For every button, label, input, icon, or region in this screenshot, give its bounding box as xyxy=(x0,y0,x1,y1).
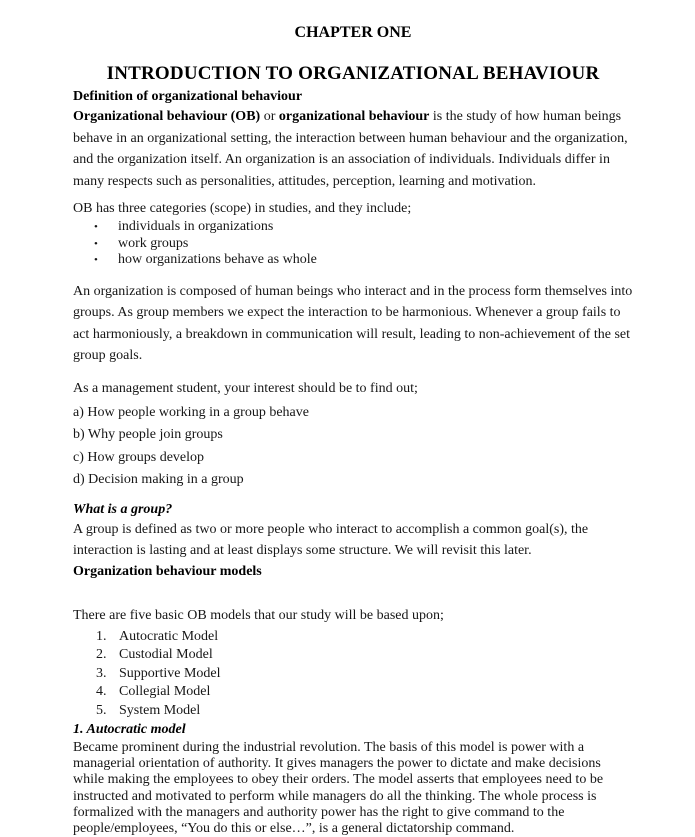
autocratic-model-heading: 1. Autocratic model xyxy=(73,722,186,737)
models-intro: There are five basic OB models that our study will be based upon; xyxy=(73,607,444,623)
models-numbered-list xyxy=(73,628,633,721)
bold-text-segment: Organizational behaviour (OB) xyxy=(73,109,261,124)
list-item xyxy=(73,447,633,470)
list-item-text: b) Why people join groups xyxy=(73,427,223,442)
bold-text-segment: organizational behaviour xyxy=(278,109,430,124)
list-item-text: c) How groups develop xyxy=(73,449,205,465)
list-item-text: System Model xyxy=(119,702,201,718)
page-title: INTRODUCTION TO ORGANIZATIONAL BEHAVIOUR xyxy=(106,63,600,84)
list-item-text: Supportive Model xyxy=(119,665,221,681)
number-marker: 3. xyxy=(96,665,107,681)
bullet-marker-icon: • xyxy=(94,221,98,233)
list-item xyxy=(73,665,633,684)
list-item-text: Autocratic Model xyxy=(119,628,219,644)
list-item-text: individuals in organizations xyxy=(118,219,274,234)
number-marker: 4. xyxy=(96,684,107,699)
text-segment: or xyxy=(260,109,279,124)
definition-paragraph xyxy=(73,106,633,192)
list-item xyxy=(73,683,633,702)
list-item-text: Collegial Model xyxy=(119,684,211,699)
list-item-text: work groups xyxy=(118,235,189,251)
list-item xyxy=(73,236,633,253)
list-item xyxy=(73,402,633,425)
autocratic-model-paragraph: Became prominent during the industrial revolution. The basis of this model is power with a managerial orientation of authority. It gives managers the power to dictate and make decisions while making the employees to obey their orders. The model asserts that employees need to be instructed and motivated to perform while managers do all the thinking. The whole process is formalized with the managers and authority power has the right to give command to the people/employees, “You do this or else…”, is a general dictatorship command. xyxy=(73,740,604,837)
list-item-text: how organizations behave as whole xyxy=(118,252,317,267)
group-definition-heading: What is a group? xyxy=(73,501,173,517)
list-item xyxy=(73,219,633,236)
number-marker: 5. xyxy=(96,702,107,718)
text-segment: is the study of how human beings behave in an organizational setting, the interaction between human behaviour and the organization, and the organization itself. An organization is an association of individuals. Individuals differ in many respects such as personalities, attitudes, perception, learning and motivation. xyxy=(73,109,628,189)
scope-intro: OB has three categories (scope) in studies, and they include; xyxy=(73,201,412,216)
student-interest-list xyxy=(73,402,633,492)
list-item xyxy=(73,628,633,647)
bullet-marker-icon: • xyxy=(94,237,98,250)
definition-heading: Definition of organizational behaviour xyxy=(73,89,303,104)
list-item xyxy=(73,702,633,721)
list-item-text: a) How people working in a group behave xyxy=(73,404,309,420)
list-item xyxy=(73,424,633,447)
student-interest-intro: As a management student, your interest should be to find out; xyxy=(73,380,418,396)
chapter-title: CHAPTER ONE xyxy=(294,24,412,41)
list-item-text: d) Decision making in a group xyxy=(73,472,244,487)
bullet-marker-icon: • xyxy=(94,254,98,266)
number-marker: 2. xyxy=(96,647,107,662)
list-item xyxy=(73,252,633,269)
list-item xyxy=(73,469,633,492)
group-definition-paragraph: A group is defined as two or more people who interact to accomplish a common goal(s), the interaction is lasting and at least displays some structure. We will revisit this later. xyxy=(73,521,589,558)
scope-bullet-list xyxy=(73,219,633,269)
list-item xyxy=(73,646,633,665)
organization-paragraph: An organization is composed of human beings who interact and in the process form themselves into groups. As group members we expect the interaction to be harmonious. Whenever a group fails to act harmoniously, a breakdown in communication will result, leading to non-achievement of the set group goals. xyxy=(73,283,633,363)
list-item-text: Custodial Model xyxy=(119,647,213,662)
models-heading: Organization behaviour models xyxy=(73,563,262,579)
number-marker: 1. xyxy=(96,628,107,644)
